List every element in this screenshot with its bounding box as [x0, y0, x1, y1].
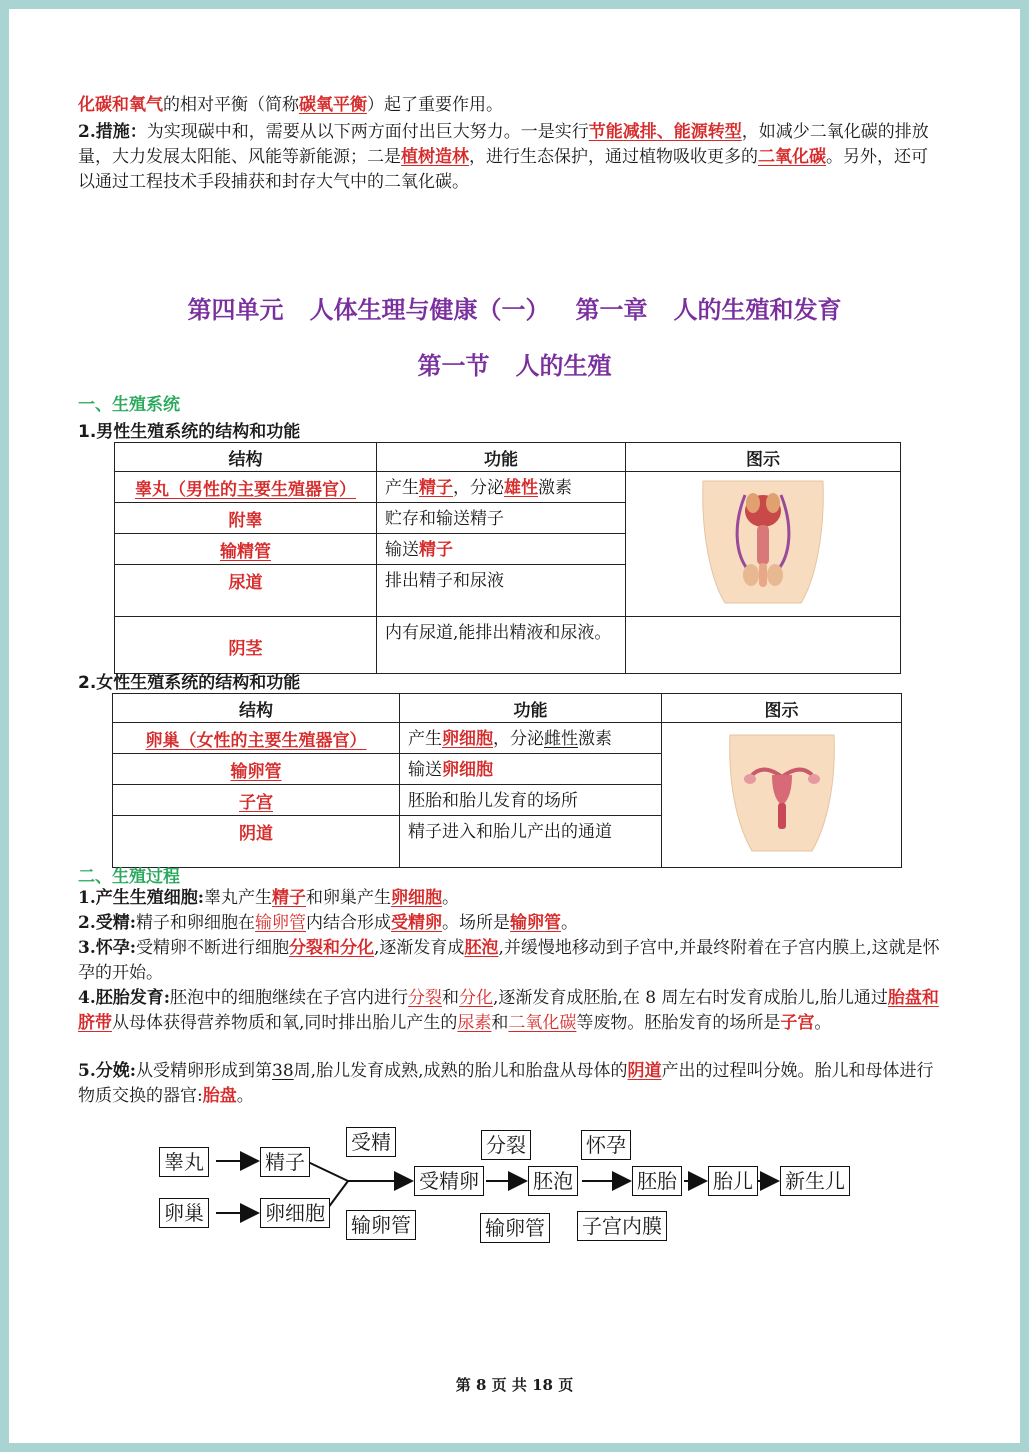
- heading-male-system: 1.男性生殖系统的结构和功能: [78, 422, 301, 442]
- process-item-1: 1.产生生殖细胞:睾丸产生精子和卵巢产生卵细胞。: [78, 888, 460, 908]
- intro-paragraph-1: 化碳和氧气的相对平衡（简称碳氧平衡）起了重要作用。: [78, 95, 503, 115]
- col-structure: 结构: [113, 694, 400, 723]
- col-function: 功能: [377, 443, 626, 472]
- function-cell: 贮存和输送精子: [377, 503, 626, 534]
- flow-label-oviduct-1: 输卵管: [346, 1210, 416, 1240]
- function-cell: 产生卵细胞，分泌雌性激素: [400, 723, 662, 754]
- function-cell: 输送精子: [377, 534, 626, 565]
- section-title: 第一节 人的生殖: [417, 352, 612, 380]
- flow-node-zygote: 受精卵: [414, 1166, 484, 1196]
- col-figure: 图示: [662, 694, 902, 723]
- process-item-2: 2.受精:精子和卵细胞在输卵管内结合形成受精卵。场所是输卵管。: [78, 913, 579, 933]
- function-cell: 排出精子和尿液: [377, 565, 626, 617]
- function-cell: 胚胎和胎儿发育的场所: [400, 785, 662, 816]
- heading-female-system: 2.女性生殖系统的结构和功能: [78, 673, 301, 693]
- structure-cell: 阴道: [113, 816, 400, 868]
- heading-reproduction-process: 二、生殖过程: [78, 867, 180, 887]
- structure-cell: 卵巢（女性的主要生殖器官）: [113, 723, 400, 754]
- flow-node-fetus: 胎儿: [708, 1166, 758, 1196]
- col-function: 功能: [400, 694, 662, 723]
- process-item-4: 4.胚胎发育:胚泡中的细胞继续在子宫内进行分裂和分化,逐渐发育成胚胎,在 8 周左右时发育成胎儿,胎儿通过胎盘和脐带从母体获得营养物质和氧,同时排出胎儿产生的尿素和二氧化碳等废物。胚胎发育的场所是子宫。: [78, 988, 939, 1033]
- intro-paragraph-2: 2.措施：为实现碳中和，需要从以下两方面付出巨大努力。一是实行节能减排、能源转型，如减少二氧化碳的排放量，大力发展太阳能、风能等新能源；二是植树造林，进行生态保护，通过植物吸收更多的二氧化碳。另外，还可以通过工程技术手段捕获和封存大气中的二氧化碳。: [78, 122, 929, 192]
- function-cell: 输送卵细胞: [400, 754, 662, 785]
- flow-label-pregnancy: 怀孕: [581, 1130, 631, 1160]
- structure-cell: 阴茎: [115, 617, 377, 674]
- flow-label-endometrium: 子宫内膜: [577, 1211, 667, 1241]
- structure-cell: 输卵管: [113, 754, 400, 785]
- structure-cell: 输精管: [115, 534, 377, 565]
- structure-cell: 睾丸（男性的主要生殖器官）: [115, 472, 377, 503]
- structure-cell: 附睾: [115, 503, 377, 534]
- function-cell: 内有尿道,能排出精液和尿液。: [377, 617, 626, 674]
- flow-node-embryo: 胚胎: [632, 1166, 682, 1196]
- process-item-3: 3.怀孕:受精卵不断进行细胞分裂和分化,逐渐发育成胚泡,并缓慢地移动到子宫中,并最终附着在子宫内膜上,这就是怀孕的开始。: [78, 938, 940, 983]
- function-cell: 精子进入和胎儿产出的通道: [400, 816, 662, 868]
- col-structure: 结构: [115, 443, 377, 472]
- flow-node-blastocyst: 胚泡: [528, 1166, 578, 1196]
- flow-label-fertilization: 受精: [346, 1127, 396, 1157]
- function-cell: 产生精子，分泌雄性激素: [377, 472, 626, 503]
- flow-node-sperm: 精子: [260, 1147, 310, 1177]
- flow-node-newborn: 新生儿: [780, 1166, 850, 1196]
- unit-title: 第四单元 人体生理与健康（一） 第一章 人的生殖和发育: [187, 296, 842, 324]
- flow-node-testis: 睾丸: [159, 1147, 209, 1177]
- flow-label-oviduct-2: 输卵管: [480, 1213, 550, 1243]
- flow-node-egg: 卵细胞: [260, 1198, 330, 1228]
- flow-node-ovary: 卵巢: [159, 1198, 209, 1228]
- process-item-5: 5.分娩:从受精卵形成到第38周,胎儿发育成熟,成熟的胎儿和胎盘从母体的阴道产出的过程叫分娩。胎儿和母体进行物质交换的器官:胎盘。: [78, 1061, 934, 1106]
- col-figure: 图示: [626, 443, 901, 472]
- structure-cell: 尿道: [115, 565, 377, 617]
- flow-label-division: 分裂: [481, 1130, 531, 1160]
- page-footer: 第 8 页 共 18 页: [455, 1376, 574, 1394]
- heading-reproductive-system: 一、生殖系统: [78, 395, 180, 415]
- structure-cell: 子宫: [113, 785, 400, 816]
